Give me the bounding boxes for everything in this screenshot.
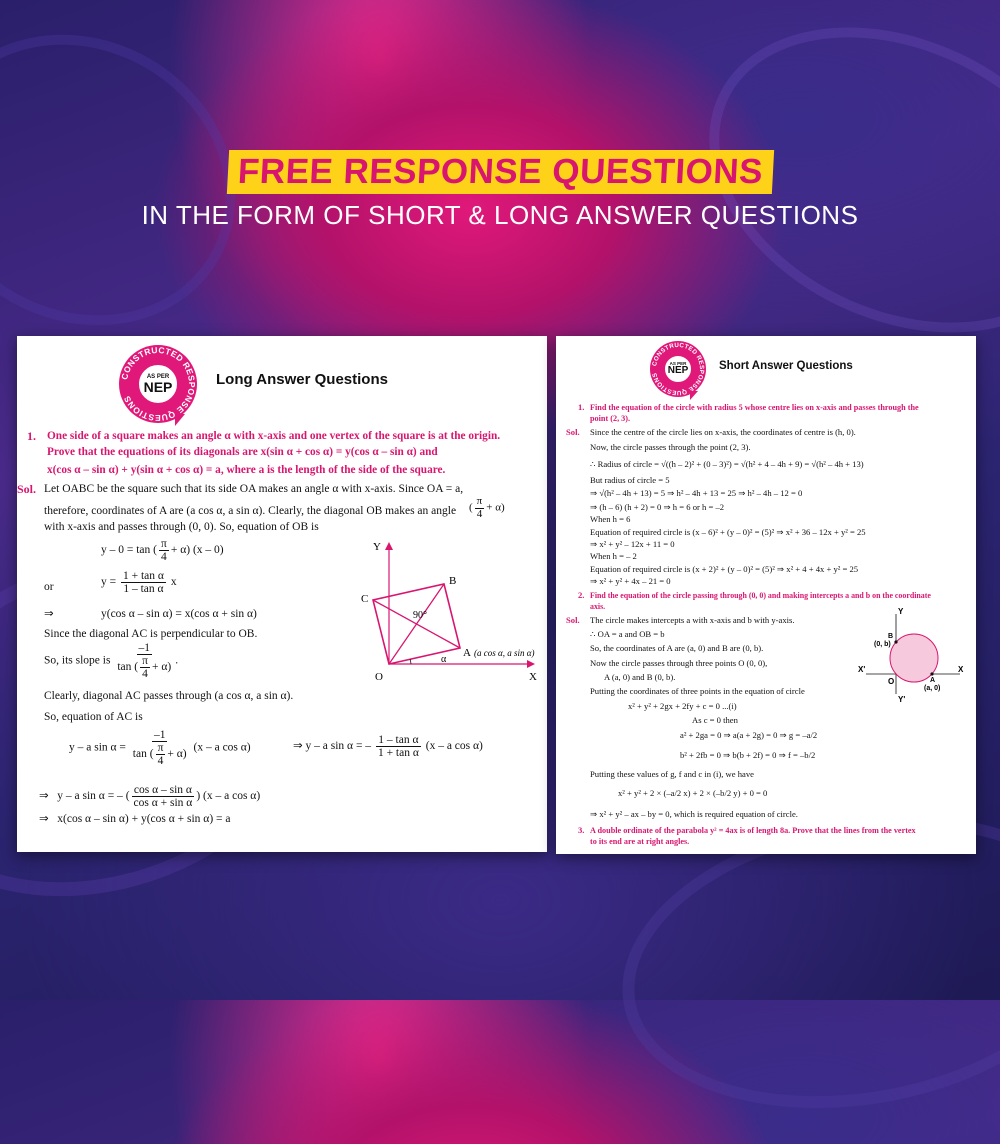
- frac-den: 4: [142, 668, 148, 681]
- label-b: B: [449, 575, 457, 587]
- badge-small-text: AS PER: [146, 374, 170, 380]
- frac-den: 4: [161, 551, 167, 564]
- nep-badge: [650, 341, 706, 397]
- solution-label: Sol.: [566, 427, 580, 437]
- solution-line: As c = 0 then: [692, 715, 738, 725]
- label-a: A: [930, 677, 936, 684]
- x-arrow: [527, 660, 535, 668]
- label-y: Y: [373, 541, 381, 553]
- solution-line: But radius of circle = 5: [590, 475, 670, 485]
- equation-ob-3: y(cos α – sin α) = x(cos α + sin α): [101, 608, 257, 620]
- nep-badge: [119, 345, 197, 423]
- solution-line: therefore, coordinates of A are (a cos α, a sin α). Clearly, the diagonal OB makes an angle: [44, 505, 457, 517]
- label-x-prime: X': [858, 665, 866, 674]
- solution-line: Putting the coordinates of three points in the equation of circle: [590, 686, 805, 696]
- solution-line: Equation of required circle is (x – 6)² + (y – 0)² = (5)² ⇒ x² + 36 – 12x + y² = 25: [590, 527, 866, 537]
- eq-text: y – a sin α = –: [57, 790, 123, 803]
- label-a-coord: (a cos α, a sin α): [474, 648, 535, 658]
- implies-symbol: ⇒: [39, 813, 49, 825]
- solution-line: Equation of required circle is (x + 2)² + (y – 0)² = (5)² ⇒ x² + 4 + 4x + y² = 25: [590, 564, 859, 574]
- frac-den: 4: [157, 755, 164, 768]
- label-a: A: [463, 647, 471, 659]
- eq-text: y – a sin α = –: [305, 740, 372, 753]
- frac-num: π: [157, 742, 164, 755]
- alpha-symbol: α: [176, 748, 183, 761]
- solution-line: x² + y² + 2gx + 2fy + c = 0 ...(i): [628, 701, 737, 711]
- short-answer-page: [556, 336, 976, 854]
- solution-line: ⇒ x² + y² + 4x – 21 = 0: [590, 576, 671, 586]
- alpha-symbol: α: [180, 544, 187, 557]
- question-text-line: One side of a square makes an angle α with x-axis and one vertex of the square is at the origin.: [47, 430, 501, 442]
- question-text-line: to its end are at right angles.: [590, 837, 690, 846]
- frac-num: π: [142, 655, 148, 668]
- eq-text: x(cos α – sin α) + y(cos α + sin α) = a: [57, 813, 231, 825]
- frac-num: cos α – sin α: [133, 784, 192, 796]
- question-number: 3.: [578, 825, 585, 835]
- equation-ac-1: [69, 729, 251, 767]
- long-answer-page: [17, 336, 547, 852]
- frac-den: 4: [476, 507, 483, 520]
- tan-text: tan: [132, 748, 147, 761]
- question-text-line: Find the equation of the circle passing through (0, 0) and making intercepts a and b on the coordinate: [590, 591, 931, 600]
- solution-line: a² + 2ga = 0 ⇒ a(a + 2g) = 0 ⇒ g = –a/2: [680, 730, 818, 740]
- point-b: [894, 640, 897, 643]
- solution-line: ⇒ x² + y² – 12x + 11 = 0: [590, 539, 675, 549]
- frac-den: tan ( $\frac{\pi}{4}$ + α): [117, 655, 172, 681]
- solution-line: When h = 6: [590, 514, 631, 524]
- question-text-line: A double ordinate of the parabola y² = 4ax is of length 8a. Prove that the lines from the vertex: [590, 826, 916, 835]
- badge-center: [137, 363, 179, 405]
- frac-num: 1 – tan α: [378, 734, 419, 746]
- label-right-angle: 90°: [413, 610, 427, 621]
- solution-label: Sol.: [566, 615, 580, 625]
- eq-text: (x – a cos α): [193, 741, 251, 754]
- frac-den: cos α + sin α: [133, 797, 193, 810]
- badge-tail: [690, 391, 698, 400]
- solution-line: So, equation of AC is: [44, 711, 143, 723]
- solution-line: Putting these values of g, f and c in (i), we have: [590, 769, 754, 779]
- label-x: X: [529, 671, 537, 683]
- label-a-coord: (a, 0): [924, 685, 941, 692]
- banner-subline: IN THE FORM OF SHORT & LONG ANSWER QUESTIONS: [141, 200, 859, 230]
- solution-label: Sol.: [17, 482, 37, 496]
- label-o: O: [888, 677, 895, 686]
- label-y-prime: Y': [898, 695, 906, 704]
- question-text-line: Prove that the equations of its diagonals are x(sin α + cos α) = y(cos α – sin α) and: [47, 446, 438, 458]
- label-x: X: [958, 665, 964, 674]
- solution-line: When h = – 2: [590, 551, 637, 561]
- solution-line: b² + 2fb = 0 ⇒ b(b + 2f) = 0 ⇒ f = –b/2: [680, 750, 816, 760]
- badge-big-text: NEP: [143, 379, 173, 395]
- square-diagram: [353, 534, 539, 684]
- equation-ob-1: y – 0 = tan ( $\frac{\pi}{4}$ + α) (x – 0): [101, 538, 224, 564]
- solution-line: ∴ OA = a and OB = b: [590, 629, 665, 639]
- solution-line: Now the circle passes through three points O (0, 0),: [590, 658, 768, 668]
- eq-text: y =: [101, 576, 117, 589]
- diagonal-ac: [373, 600, 460, 648]
- equation-ac-2: [293, 734, 483, 759]
- banner-headline: FREE RESPONSE QUESTIONS: [226, 150, 773, 194]
- solution-line: x² + y² + 2 × (–a/2 x) + 2 × (–b/2 y) + 0 = 0: [618, 788, 768, 798]
- frac-num: –1: [153, 729, 166, 741]
- eq-text: x: [170, 576, 177, 589]
- banner: [0, 150, 1000, 231]
- implies-symbol: ⇒: [44, 608, 54, 620]
- eq-text: (x – a cos α): [425, 740, 483, 753]
- tan-text: tan: [117, 661, 132, 674]
- solution-line: with x-axis and passes through (0, 0). So, equation of OB is: [44, 521, 319, 533]
- eq-text: y – a sin α =: [69, 741, 126, 754]
- frac-den: tan ( $\frac{\pi}{4}$ + α): [132, 742, 187, 768]
- frac-num: π: [476, 495, 483, 507]
- solution-line: Now, the circle passes through the point (2, 3).: [590, 442, 751, 452]
- solution-line: Since the centre of the circle lies on x-axis, the coordinates of centre is (h, 0).: [590, 427, 856, 437]
- section-title: Long Answer Questions: [216, 371, 388, 388]
- frac-num: –1: [138, 642, 151, 654]
- solution-line: Let OABC be the square such that its side OA makes an angle α with x-axis. Since OA = a,: [44, 483, 464, 495]
- equation-ac-3: ⇒ y – a sin α = – ( $\frac{\text{cos α – sin α}}{\text{cos α + sin α}}$ ) (x – a cos α): [39, 784, 261, 810]
- solution-line: ⇒ x² + y² – ax – by = 0, which is required equation of circle.: [590, 809, 798, 819]
- alpha-symbol: α: [495, 501, 501, 514]
- section-title: Short Answer Questions: [719, 360, 853, 372]
- equation-ob-2: [101, 570, 177, 595]
- badge-center: [663, 354, 693, 384]
- badge-tail: [175, 414, 185, 426]
- question-text-line: point (2, 3).: [590, 414, 631, 423]
- solution-line: A (a, 0) and B (0, b).: [604, 672, 676, 682]
- label-o: O: [375, 671, 383, 683]
- label-y: Y: [898, 607, 904, 616]
- solution-line: Clearly, diagonal AC passes through (a cos α, a sin α).: [44, 690, 294, 702]
- alpha-symbol: α: [161, 661, 168, 674]
- solution-line: ⇒ (h – 6) (h + 2) = 0 ⇒ h = 6 or h = –2: [590, 502, 725, 512]
- implies-symbol: ⇒: [39, 790, 49, 803]
- svg-text:CONSTRUCTED RESPONSE QUESTIONS: CONSTRUCTED RESPONSE QUESTIONS: [651, 341, 706, 397]
- solution-line: So, the coordinates of A are (a, 0) and B are (0, b).: [590, 643, 764, 653]
- question-text-line: axis.: [590, 602, 606, 611]
- angle-fraction: ( $\frac{\pi}{4}$ + α): [469, 495, 505, 520]
- svg-text:CONSTRUCTED RESPONSE QUESTIONS: CONSTRUCTED RESPONSE QUESTIONS: [119, 345, 197, 423]
- slope-line: So, its slope is –1 tan ( $\frac{\pi}{4}$ + α) .: [44, 642, 179, 681]
- frac-num: 1 + tan α: [123, 570, 164, 582]
- solution-line: ∴ Radius of circle = √((h – 2)² + (0 – 3)²) = √(h² + 4 – 4h + 9) = √(h² – 4h + 13): [590, 459, 864, 469]
- question-text-line: Find the equation of the circle with radius 5 whose centre lies on x-axis and passes through the: [590, 403, 919, 412]
- eq-text: (x – a cos α): [203, 790, 261, 803]
- solution-line: ⇒ √(h² – 4h + 13) = 5 ⇒ h² – 4h + 13 = 25 ⇒ h² – 4h – 12 = 0: [590, 488, 803, 498]
- or-label: or: [44, 581, 54, 593]
- eq-text: y – 0 = tan: [101, 544, 151, 557]
- label-c: C: [361, 593, 369, 605]
- frac-den: 1 + tan α: [377, 747, 419, 760]
- frac-den: 1 – tan α: [123, 583, 164, 596]
- question-text-line: x(cos α – sin α) + y(sin α + cos α) = a, where a is the length of the side of the square.: [47, 464, 446, 476]
- solution-line: The circle makes intercepts a with x-axis and b with y-axis.: [590, 615, 795, 625]
- label-alpha: α: [441, 654, 447, 665]
- implies-symbol: ⇒: [293, 740, 303, 753]
- equation-ac-final: [39, 811, 231, 827]
- circle-diagram: [856, 606, 968, 704]
- y-arrow: [385, 542, 393, 550]
- question-number: 2.: [578, 590, 585, 600]
- solution-line: So, its slope is: [44, 654, 111, 667]
- label-b-coord: (0, b): [874, 641, 891, 648]
- eq-text: (x – 0): [192, 544, 224, 557]
- label-b: B: [888, 633, 894, 640]
- badge-small-text: AS PER: [669, 360, 687, 366]
- solution-line: Since the diagonal AC is perpendicular to OB.: [44, 628, 258, 640]
- frac-num: π: [161, 538, 167, 550]
- point-a: [930, 672, 933, 675]
- badge-big-text: NEP: [667, 365, 689, 377]
- question-number: 1.: [27, 429, 36, 443]
- question-number: 1.: [578, 402, 585, 412]
